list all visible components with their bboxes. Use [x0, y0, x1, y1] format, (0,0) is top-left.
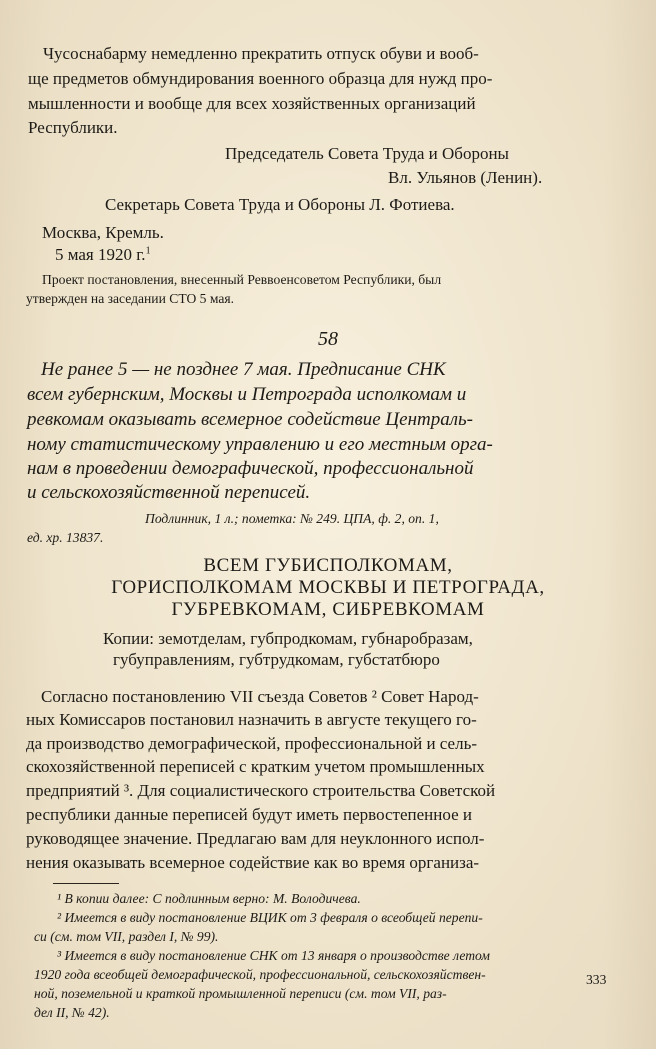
- intro-line-3: мышленности и вообще для всех хозяйственных организаций: [28, 94, 476, 113]
- date-text: 5 мая 1920 г.$^1$: [55, 245, 151, 264]
- intro-line-2: ще предметов обмундирования военного образца для нужд про-: [28, 69, 493, 88]
- footnote-3-line-2: 1920 года всеобщей демографической, профессиональной, сельскохозяйствен-: [34, 967, 486, 982]
- chairman-title: Председатель Совета Труда и Обороны: [225, 144, 509, 163]
- address-line-2: ГОРИСПОЛКОМАМ МОСКВЫ И ПЕТРОГРАДА,: [111, 577, 545, 598]
- body-line-1: Согласно постановлению VII съезда Советов ² Совет Народ-: [41, 687, 479, 706]
- summary-line-6: и сельскохозяйственной переписей.: [27, 482, 311, 503]
- footnote-3-line-1: ³ Имеется в виду постановление СНК от 13 января о производстве летом: [57, 948, 490, 963]
- footnote-2-line-1: ² Имеется в виду постановление ВЦИК от 3 февраля о всеобщей перепи-: [57, 910, 483, 925]
- document-number: 58: [318, 328, 338, 350]
- summary-line-4: ному статистическому управлению и его местным орга-: [27, 434, 493, 455]
- body-line-7: руководящее значение. Предлагаю вам для неуклонного испол-: [26, 829, 485, 848]
- secretary-line: Секретарь Совета Труда и Обороны Л. Фотиева.: [105, 195, 455, 214]
- body-line-8: нения оказывать всемерное содействие как во время организа-: [26, 853, 480, 872]
- intro-line-4: Республики.: [28, 118, 118, 137]
- draft-note-line-1: Проект постановления, внесенный Реввоенсоветом Республики, был: [42, 272, 442, 287]
- summary-line-3: ревкомам оказывать всемерное содействие Централь-: [27, 409, 473, 430]
- summary-line-5: нам в проведении демографической, профессиональной: [27, 458, 474, 479]
- address-line-3: ГУБРЕВКОМАМ, СИБРЕВКОМАМ: [171, 599, 485, 620]
- body-line-2: ных Комиссаров постановил назначить в августе текущего го-: [26, 710, 477, 729]
- body-line-6: республики данные переписей будут иметь первостепенное и: [26, 805, 472, 824]
- footnote-divider: [53, 883, 119, 884]
- footnote-3-line-4: дел II, № 42).: [34, 1005, 110, 1020]
- summary-line-2: всем губернским, Москвы и Петрограда исполкомам и: [27, 384, 467, 405]
- address-line-1: ВСЕМ ГУБИСПОЛКОМАМ,: [203, 555, 453, 576]
- footnote-3-line-3: ной, поземельной и краткой промышленной переписи (см. том VII, раз-: [34, 986, 447, 1001]
- page-number: 333: [586, 972, 607, 987]
- chairman-name: Вл. Ульянов (Ленин).: [388, 168, 543, 187]
- source-line-1: Подлинник, 1 л.; пометка: № 249. ЦПА, ф. 2, оп. 1,: [145, 511, 439, 526]
- footnote-2-line-2: си (см. том VII, раздел I, № 99).: [34, 929, 219, 944]
- body-line-5: предприятий ³. Для социалистического строительства Советской: [26, 781, 496, 800]
- intro-line-1: Чусоснабарму немедленно прекратить отпуск обуви и вооб-: [43, 44, 479, 63]
- copies-line-1: Копии: земотделам, губпродкомам, губнаробразам,: [103, 629, 473, 648]
- summary-line-1: Не ранее 5 — не позднее 7 мая. Предписание СНК: [41, 359, 446, 380]
- body-line-3: да производство демографической, профессиональной и сель-: [26, 734, 477, 753]
- body-line-4: скохозяйственной переписей с кратким учетом промышленных: [26, 757, 485, 776]
- copies-line-2: губуправлениям, губтрудкомам, губстатбюро: [113, 650, 440, 669]
- source-line-2: ед. хр. 13837.: [27, 530, 104, 545]
- footnote-1: ¹ В копии далее: С подлинным верно: М. Володичева.: [57, 891, 361, 906]
- place-text: Москва, Кремль.: [42, 223, 164, 242]
- draft-note-line-2: утвержден на заседании СТО 5 мая.: [26, 291, 235, 306]
